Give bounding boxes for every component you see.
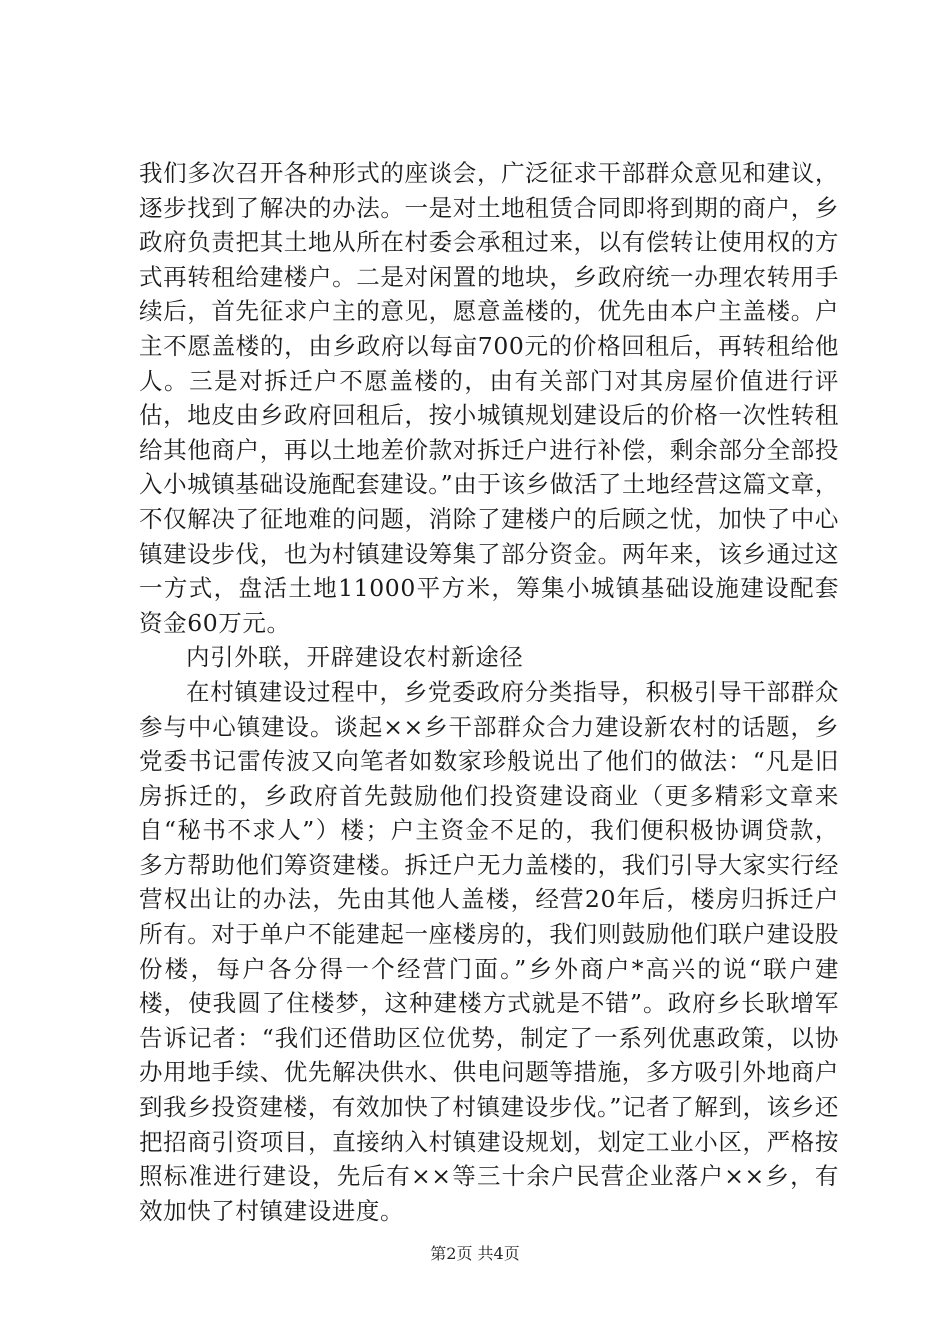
body-paragraph: 我们多次召开各种形式的座谈会，广泛征求干部群众意见和建议，逐步找到了解决的办法。一是对土地租赁合同即将到期的商户，乡政府负责把其土地从所在村委会承租过来，以有偿转让使用权的方式再转租给建楼户。二是对闲置的地块，乡政府统一办理农转用手续后，首先征求户主的意见，愿意盖楼的，优先由本户主盖楼。户主不愿盖楼的，由乡政府以每亩700元的价格回租后，再转租给他人。三是对拆迁户不愿盖楼的，由有关部门对其房屋价值进行评估，地皮由乡政府回租后，按小城镇规划建设后的价格一次性转租给其他商户，再以土地差价款对拆迁户进行补偿，剩余部分全部投入小城镇基础设施配套建设。”由于该乡做活了土地经营这篇文章，不仅解决了征地难的问题，消除了建楼户的后顾之忧，加快了中心镇建设步伐，也为村镇建设筹集了部分资金。两年来，该乡通过这一方式，盘活土地11000平方米，筹集小城镇基础设施建设配套资金60万元。 [139, 159, 839, 637]
document-body [139, 156, 839, 1228]
section-heading: 内引外联，开辟建设农村新途径 [186, 643, 524, 672]
body-paragraph: 在村镇建设过程中，乡党委政府分类指导，积极引导干部群众参与中心镇建设。谈起××乡干部群众合力建设新农村的话题，乡党委书记雷传波又向笔者如数家珍般说出了他们的做法：“凡是旧房拆迁的，乡政府首先鼓励他们投资建设商业（更多精彩文章来自“秘书不求人”）楼；户主资金不足的，我们便积极协调贷款，多方帮助他们筹资建楼。拆迁户无力盖楼的，我们引导大家实行经营权出让的办法，先由其他人盖楼，经营20年后，楼房归拆迁户所有。对于单户不能建起一座楼房的，我们则鼓励他们联户建设股份楼，每户各分得一个经营门面。”乡外商户*高兴的说“联户建楼，使我圆了住楼梦，这种建楼方式就是不错”。政府乡长耿增军告诉记者：“我们还借助区位优势，制定了一系列优惠政策，以协办用地手续、优先解决供水、供电问题等措施，多方吸引外地商户到我乡投资建楼，有效加快了村镇建设步伐。”记者了解到，该乡还把招商引资项目，直接纳入村镇建设规划，划定工业小区，严格按照标准进行建设，先后有××等三十余户民营企业落户××乡，有效加快了村镇建设进度。 [139, 677, 839, 1225]
page-number-footer: 第2页 共4页 [430, 1244, 520, 1263]
